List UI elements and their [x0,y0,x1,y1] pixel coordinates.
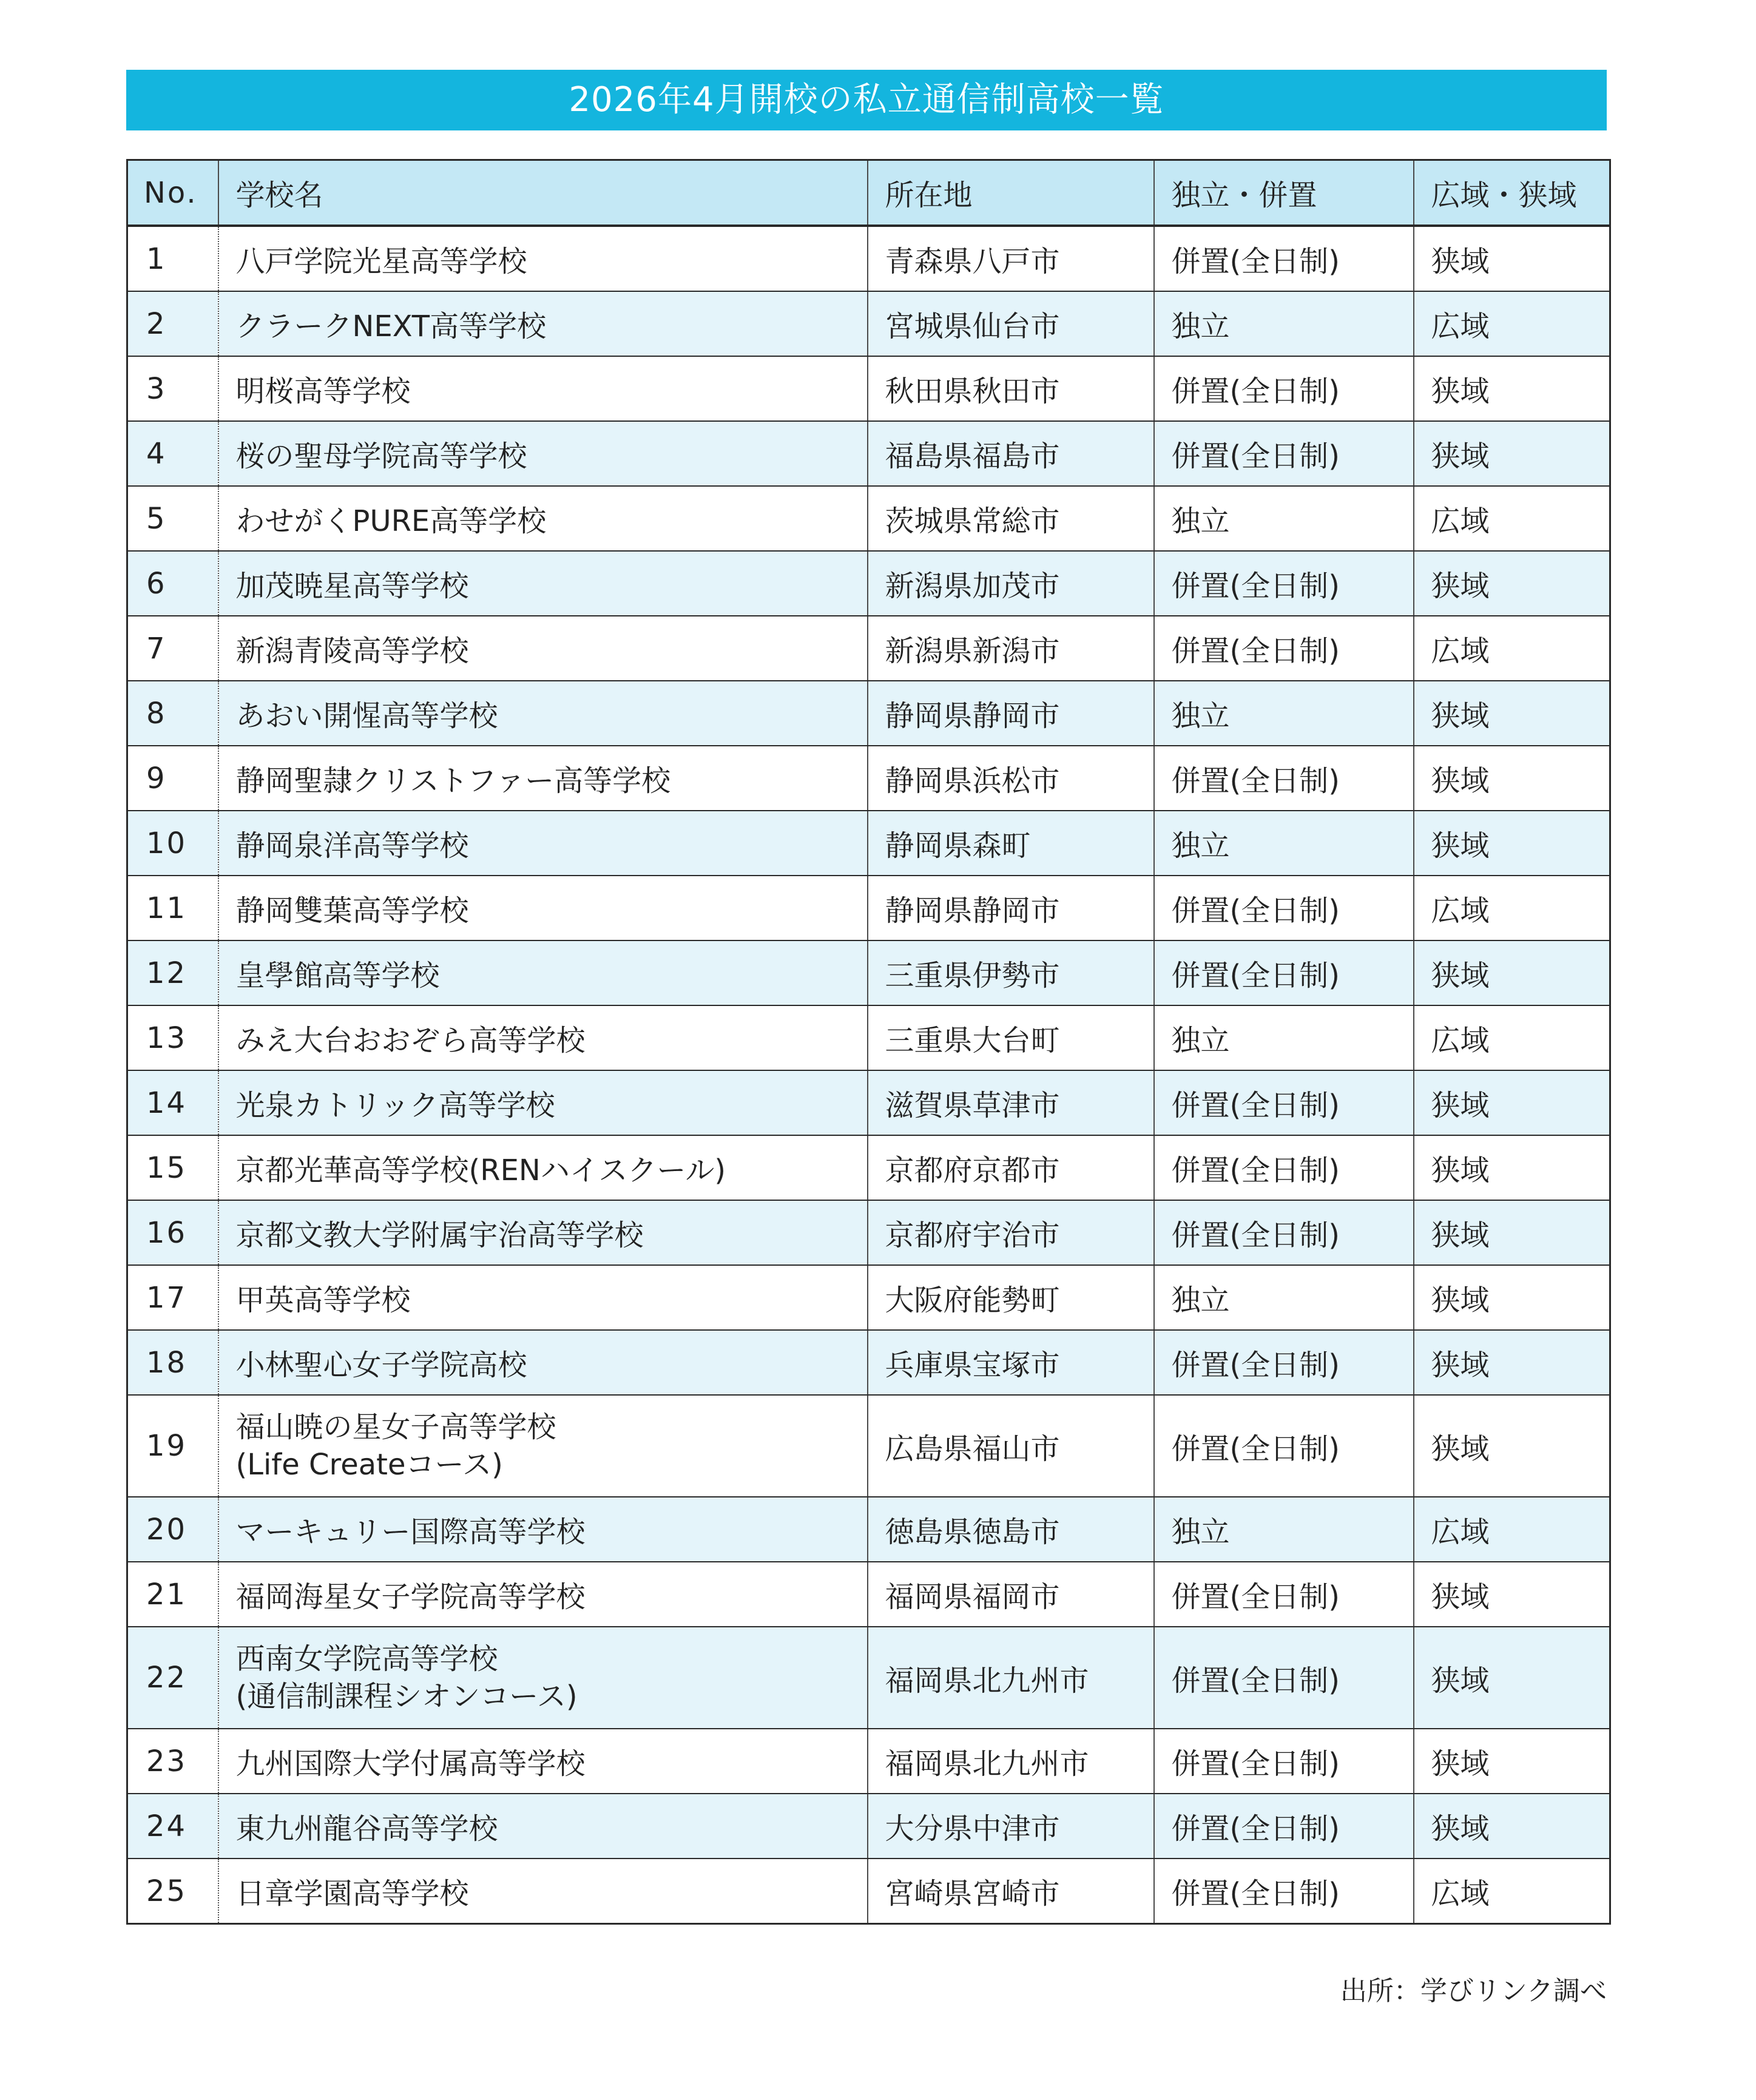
school-name: 加茂暁星高等学校 [218,551,868,616]
school-area: 狭域 [1414,811,1610,876]
table-row [127,356,1610,421]
school-type: 併置(全日制) [1154,1729,1414,1794]
row-number: 19 [127,1395,218,1497]
school-type: 併置(全日制) [1154,226,1414,291]
school-location: 静岡県森町 [868,811,1154,876]
school-area: 狭域 [1414,1135,1610,1200]
table-row [127,1135,1610,1200]
page-title: 2026年4月開校の私立通信制高校一覧 [126,70,1607,130]
school-type: 併置(全日制) [1154,876,1414,940]
school-location: 福島県福島市 [868,421,1154,486]
school-type: 併置(全日制) [1154,616,1414,681]
table-row [127,1395,1610,1497]
school-area: 狭域 [1414,1794,1610,1859]
school-area: 広域 [1414,1859,1610,1924]
school-type: 併置(全日制) [1154,1627,1414,1729]
school-area: 広域 [1414,486,1610,551]
school-area: 狭域 [1414,1070,1610,1135]
school-type: 独立 [1154,1265,1414,1330]
row-number: 10 [127,811,218,876]
row-number: 3 [127,356,218,421]
school-location: 静岡県静岡市 [868,876,1154,940]
school-location: 大阪府能勢町 [868,1265,1154,1330]
table-row [127,1859,1610,1924]
school-type: 併置(全日制) [1154,1330,1414,1395]
school-name: クラークNEXT高等学校 [218,291,868,356]
school-name: 静岡聖隷クリストファー高等学校 [218,746,868,811]
school-location: 静岡県浜松市 [868,746,1154,811]
table-row [127,1627,1610,1729]
row-number: 6 [127,551,218,616]
school-type: 独立 [1154,486,1414,551]
school-area: 狭域 [1414,681,1610,746]
table-row [127,1330,1610,1395]
school-name: マーキュリー国際高等学校 [218,1497,868,1562]
school-name [218,1395,868,1497]
table-row [127,1005,1610,1070]
row-number: 2 [127,291,218,356]
table-row [127,1070,1610,1135]
school-location: 青森県八戸市 [868,226,1154,291]
row-number: 24 [127,1794,218,1859]
school-area: 狭域 [1414,1562,1610,1627]
row-number: 16 [127,1200,218,1265]
school-type: 併置(全日制) [1154,1395,1414,1497]
school-location: 新潟県加茂市 [868,551,1154,616]
row-number: 15 [127,1135,218,1200]
school-location: 宮城県仙台市 [868,291,1154,356]
school-location: 福岡県北九州市 [868,1729,1154,1794]
school-area: 狭域 [1414,1729,1610,1794]
table-row [127,876,1610,940]
row-number: 13 [127,1005,218,1070]
school-area: 広域 [1414,876,1610,940]
school-name: 新潟青陵高等学校 [218,616,868,681]
school-location: 徳島県徳島市 [868,1497,1154,1562]
school-name: 桜の聖母学院高等学校 [218,421,868,486]
school-name: 小林聖心女子学院高校 [218,1330,868,1395]
row-number: 22 [127,1627,218,1729]
school-type: 独立 [1154,681,1414,746]
school-type: 併置(全日制) [1154,1859,1414,1924]
table-row [127,811,1610,876]
row-number: 12 [127,940,218,1005]
school-area: 狭域 [1414,746,1610,811]
school-type: 併置(全日制) [1154,1070,1414,1135]
table-row [127,486,1610,551]
table-row [127,940,1610,1005]
school-location: 静岡県静岡市 [868,681,1154,746]
table-row [127,1794,1610,1859]
table-header-row [127,160,1610,226]
school-type: 独立 [1154,1497,1414,1562]
school-name: 静岡泉洋高等学校 [218,811,868,876]
school-name [218,1627,868,1729]
school-area: 広域 [1414,616,1610,681]
school-type: 併置(全日制) [1154,1562,1414,1627]
table-row [127,746,1610,811]
school-type: 併置(全日制) [1154,551,1414,616]
table-row [127,226,1610,291]
school-location: 茨城県常総市 [868,486,1154,551]
school-name: みえ大台おおぞら高等学校 [218,1005,868,1070]
table-row [127,1562,1610,1627]
school-location: 滋賀県草津市 [868,1070,1154,1135]
school-area: 広域 [1414,1005,1610,1070]
school-area: 狭域 [1414,1200,1610,1265]
header-type: 独立・併置 [1154,160,1414,226]
school-name: 八戸学院光星高等学校 [218,226,868,291]
school-name: 九州国際大学付属高等学校 [218,1729,868,1794]
school-name-line1: 福山暁の星女子高等学校 [235,1410,556,1444]
table-row [127,681,1610,746]
school-location: 三重県大台町 [868,1005,1154,1070]
table-row [127,421,1610,486]
school-name-line2: (Life Createコース) [235,1448,503,1482]
school-name: わせがくPURE高等学校 [218,486,868,551]
school-location: 兵庫県宝塚市 [868,1330,1154,1395]
table-row [127,1497,1610,1562]
table-row [127,1200,1610,1265]
table-row [127,291,1610,356]
table-body [127,226,1610,1924]
header-no: No. [127,160,218,226]
school-type: 併置(全日制) [1154,1135,1414,1200]
school-type: 併置(全日制) [1154,746,1414,811]
school-area: 狭域 [1414,1265,1610,1330]
school-area: 狭域 [1414,421,1610,486]
row-number: 23 [127,1729,218,1794]
school-area: 狭域 [1414,226,1610,291]
header-location: 所在地 [868,160,1154,226]
school-location: 広島県福山市 [868,1395,1154,1497]
school-name: 甲英高等学校 [218,1265,868,1330]
school-location: 大分県中津市 [868,1794,1154,1859]
header-school-name: 学校名 [218,160,868,226]
school-location: 京都府京都市 [868,1135,1154,1200]
school-area: 狭域 [1414,356,1610,421]
school-location: 福岡県北九州市 [868,1627,1154,1729]
school-name-line2: (通信制課程シオンコース) [235,1680,578,1713]
school-name: 京都文教大学附属宇治高等学校 [218,1200,868,1265]
row-number: 20 [127,1497,218,1562]
school-area: 狭域 [1414,551,1610,616]
row-number: 8 [127,681,218,746]
row-number: 21 [127,1562,218,1627]
school-location: 新潟県新潟市 [868,616,1154,681]
school-location: 福岡県福岡市 [868,1562,1154,1627]
row-number: 11 [127,876,218,940]
row-number: 25 [127,1859,218,1924]
row-number: 5 [127,486,218,551]
school-location: 宮崎県宮崎市 [868,1859,1154,1924]
row-number: 17 [127,1265,218,1330]
row-number: 18 [127,1330,218,1395]
school-name: 日章学園高等学校 [218,1859,868,1924]
header-area: 広域・狭域 [1414,160,1610,226]
row-number: 1 [127,226,218,291]
row-number: 7 [127,616,218,681]
row-number: 14 [127,1070,218,1135]
table-row [127,1265,1610,1330]
school-table [126,159,1611,1925]
school-area: 狭域 [1414,940,1610,1005]
school-area: 狭域 [1414,1627,1610,1729]
row-number: 4 [127,421,218,486]
school-name: 静岡雙葉高等学校 [218,876,868,940]
school-name: 京都光華高等学校(RENハイスクール) [218,1135,868,1200]
school-type: 独立 [1154,1005,1414,1070]
school-type: 併置(全日制) [1154,356,1414,421]
school-type: 併置(全日制) [1154,940,1414,1005]
table-row [127,616,1610,681]
school-area: 狭域 [1414,1330,1610,1395]
school-type: 併置(全日制) [1154,421,1414,486]
table-row [127,1729,1610,1794]
school-area: 広域 [1414,1497,1610,1562]
school-type: 独立 [1154,811,1414,876]
school-area: 広域 [1414,291,1610,356]
school-name-line1: 西南女学院高等学校 [235,1642,498,1676]
school-name: 福岡海星女子学院高等学校 [218,1562,868,1627]
school-name: 東九州龍谷高等学校 [218,1794,868,1859]
school-name: あおい開惺高等学校 [218,681,868,746]
school-location: 秋田県秋田市 [868,356,1154,421]
school-area: 狭域 [1414,1395,1610,1497]
source-note: 出所：学びリンク調べ [1340,1976,1607,2007]
school-name: 光泉カトリック高等学校 [218,1070,868,1135]
school-type: 独立 [1154,291,1414,356]
school-name: 明桜高等学校 [218,356,868,421]
school-type: 併置(全日制) [1154,1794,1414,1859]
school-name: 皇學館高等学校 [218,940,868,1005]
school-location: 三重県伊勢市 [868,940,1154,1005]
school-location: 京都府宇治市 [868,1200,1154,1265]
row-number: 9 [127,746,218,811]
table-row [127,551,1610,616]
school-type: 併置(全日制) [1154,1200,1414,1265]
